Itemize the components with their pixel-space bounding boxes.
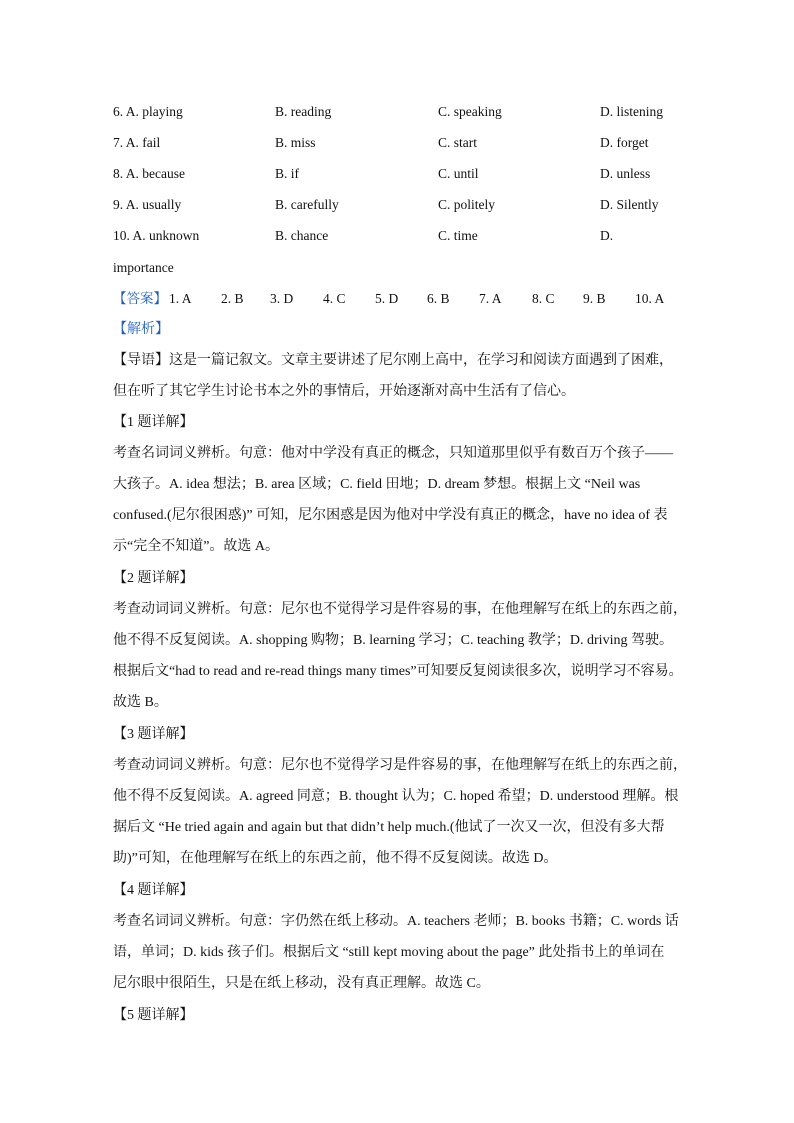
section-line: 他不得不反复阅读。A. agreed 同意；B. thought 认为；C. hoped 希望；D. understood 理解。根 — [113, 789, 679, 804]
answer-row — [113, 289, 683, 309]
option-c: C. until — [438, 166, 479, 181]
section-line: 助)”可知，在他理解写在纸上的东西之前，他不得不反复阅读。故选 D。 — [113, 851, 558, 866]
section-line: 考查名词词义辨析。句意：他对中学没有真正的概念，只知道那里似乎有数百万个孩子—— — [113, 446, 673, 461]
section-title: 【4 题详解】 — [113, 883, 194, 898]
option-d: D. — [600, 228, 614, 243]
option-b: B. chance — [275, 228, 329, 243]
answer-item: 3. D — [270, 291, 294, 306]
answer-item: 9. B — [583, 291, 606, 306]
answer-item: 4. C — [323, 291, 346, 306]
section-title: 【3 题详解】 — [113, 727, 194, 742]
option-d: D. listening — [600, 104, 663, 119]
guide-line-2: 但在听了其它学生讨论书本之外的事情后，开始逐渐对高中生活有了信心。 — [113, 384, 575, 399]
analysis-label: 【解析】 — [113, 322, 169, 337]
option-a: 10. A. unknown — [113, 228, 200, 243]
section-line: 尼尔眼中很陌生，只是在纸上移动，没有真正理解。故选 C。 — [113, 976, 490, 991]
guide-line-1 — [113, 351, 683, 371]
answer-item: 6. B — [427, 291, 450, 306]
option-a: 8. A. because — [113, 166, 185, 181]
option-d-continuation: importance — [113, 260, 174, 275]
option-a: 7. A. fail — [113, 135, 161, 150]
section-title: 【1 题详解】 — [113, 415, 194, 430]
section-line: confused.(尼尔很困惑)” 可知，尼尔困惑是因为他对中学没有真正的概念，have no idea of 表 — [113, 508, 668, 523]
option-d: D. unless — [600, 166, 651, 181]
section-line: 故选 B。 — [113, 695, 168, 710]
option-d: D. Silently — [600, 197, 659, 212]
section-line: 据后文 “He tried again and again but that didn’t help much.(他试了一次又一次，但没有多大帮 — [113, 820, 665, 835]
section-title: 【5 题详解】 — [113, 1008, 194, 1023]
option-a: 9. A. usually — [113, 197, 182, 212]
answer-item: 8. C — [532, 291, 555, 306]
guide-label: 【导语】 — [113, 353, 169, 368]
option-d: D. forget — [600, 135, 649, 150]
section-line: 考查动词词义辨析。句意：尼尔也不觉得学习是件容易的事，在他理解写在纸上的东西之前， — [113, 758, 687, 773]
option-c: C. politely — [438, 197, 495, 212]
option-c: C. speaking — [438, 104, 502, 119]
option-c: C. start — [438, 135, 477, 150]
answer-item: 10. A — [635, 291, 665, 306]
section-line: 大孩子。A. idea 想法；B. area 区域；C. field 田地；D. dream 梦想。根据上文 “Neil was — [113, 477, 641, 492]
section-line: 考查动词词义辨析。句意：尼尔也不觉得学习是件容易的事，在他理解写在纸上的东西之前， — [113, 602, 687, 617]
option-b: B. reading — [275, 104, 332, 119]
section-line: 语，单词；D. kids 孩子们。根据后文 “still kept moving about the page” 此处指书上的单词在 — [113, 945, 665, 960]
option-b: B. miss — [275, 135, 316, 150]
answer-item: 2. B — [221, 291, 244, 306]
section-line: 考查名词词义辨析。句意：字仍然在纸上移动。A. teachers 老师；B. books 书籍；C. words 话 — [113, 914, 679, 929]
option-b: B. if — [275, 166, 300, 181]
answer-item: 1. A — [169, 291, 192, 306]
section-line: 根据后文“had to read and re-read things many times”可知要反复阅读很多次，说明学习不容易。 — [113, 664, 683, 679]
option-b: B. carefully — [275, 197, 339, 212]
option-c: C. time — [438, 228, 478, 243]
section-line: 示“完全不知道”。故选 A。 — [113, 539, 280, 554]
answer-item: 7. A — [479, 291, 502, 306]
section-title: 【2 题详解】 — [113, 571, 194, 586]
option-a: 6. A. playing — [113, 104, 183, 119]
section-line: 他不得不反复阅读。A. shopping 购物；B. learning 学习；C. teaching 教学；D. driving 驾驶。 — [113, 633, 673, 648]
answer-item: 5. D — [375, 291, 399, 306]
guide-text: 这是一篇记叙文。文章主要讲述了尼尔刚上高中，在学习和阅读方面遇到了困难， — [169, 353, 673, 368]
answer-label: 【答案】 — [113, 291, 167, 306]
